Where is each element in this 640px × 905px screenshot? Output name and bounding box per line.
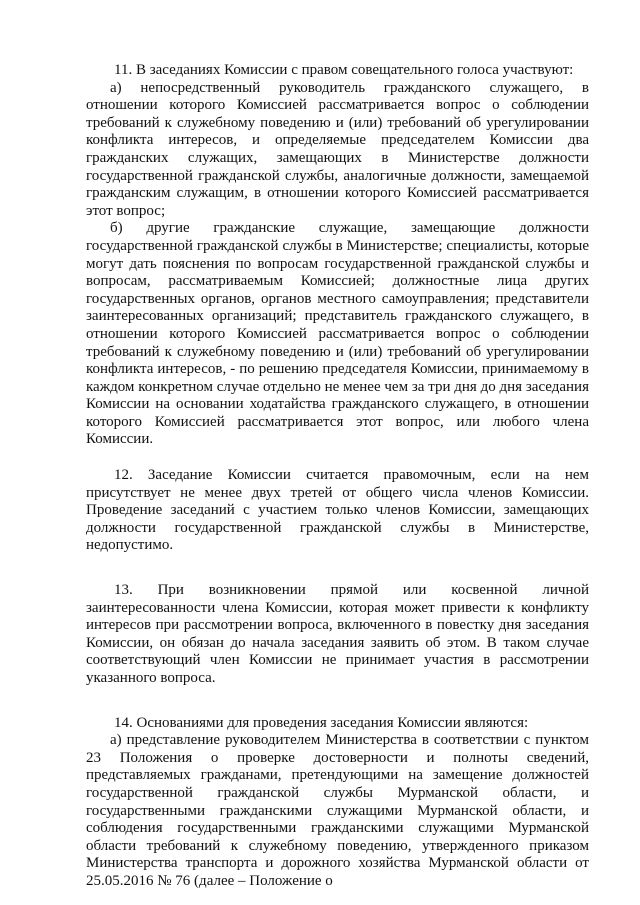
- spacer: [86, 555, 589, 582]
- paragraph-13: 13. При возникновении прямой или косвенной личной заинтересованности члена Комиссии, которая может привести к конфликту интересов при рассмотрении вопроса, включенного в повестку дня заседания Комиссии, он обязан до начала заседания заявить об этом. В таком случае соответствующий член Комиссии не принимает участия в рассмотрении указанного вопроса.: [86, 582, 589, 686]
- paragraph-14-a: а) представление руководителем Министерства в соответствии с пунктом 23 Положения о проверке достоверности и полноты сведений, представляемых гражданами, претендующими на замещение должностей государственной гражданской службы Мурманской области, и государственными гражданскими служащими Мурманской области, и соблюдения государственными гражданскими служащими Мурманской области требований к служебному поведению, утвержденного приказом Министерства транспорта и дорожного хозяйства Мурманской области от 25.05.2016 № 76 (далее – Положение о: [86, 732, 589, 889]
- spacer: [86, 449, 589, 467]
- paragraph-11-intro: 11. В заседаниях Комиссии с правом совещательного голоса участвуют:: [114, 62, 574, 78]
- paragraph-12: 12. Заседание Комиссии считается правомочным, если на нем присутствует не менее двух третей от общего числа членов Комиссии. Проведение заседаний с участием только членов Комиссии, замещающих должности государственной гражданской службы в Министерстве, недопустимо.: [86, 467, 589, 554]
- paragraph-11-a: а) непосредственный руководитель гражданского служащего, в отношении которого Комиссией рассматривается вопрос о соблюдении требований к служебному поведению и (или) требований об урегулировании конфликта интересов, и определяемые председателем Комиссии два гражданских служащих, замещающих в Министерстве должности государственной гражданской службы, аналогичные должности, замещаемой гражданским служащим, в отношении которого Комиссией рассматривается этот вопрос;: [86, 79, 589, 219]
- spacer: [86, 688, 589, 715]
- paragraph-11-b: б) другие гражданские служащие, замещающие должности государственной гражданской службы в Министерстве; специалисты, которые могут дать пояснения по вопросам государственной гражданской службы и вопросам, рассматриваемым Комиссией; должностные лица других государственных органов, органов местного самоуправления; представители заинтересованных организаций; представитель гражданского служащего, в отношении которого Комиссией рассматривается вопрос о соблюдении требований к служебному поведению и (или) требований об урегулировании конфликта интересов, - по решению председателя Комиссии, принимаемому в каждом конкретном случае отдельно не менее чем за три дня до дня заседания Комиссии на основании ходатайства гражданского служащего, в отношении которого Комиссией рассматривается этот вопрос, или любого члена Комиссии.: [86, 220, 589, 448]
- paragraph-14-intro: 14. Основаниями для проведения заседания Комиссии являются:: [114, 714, 529, 731]
